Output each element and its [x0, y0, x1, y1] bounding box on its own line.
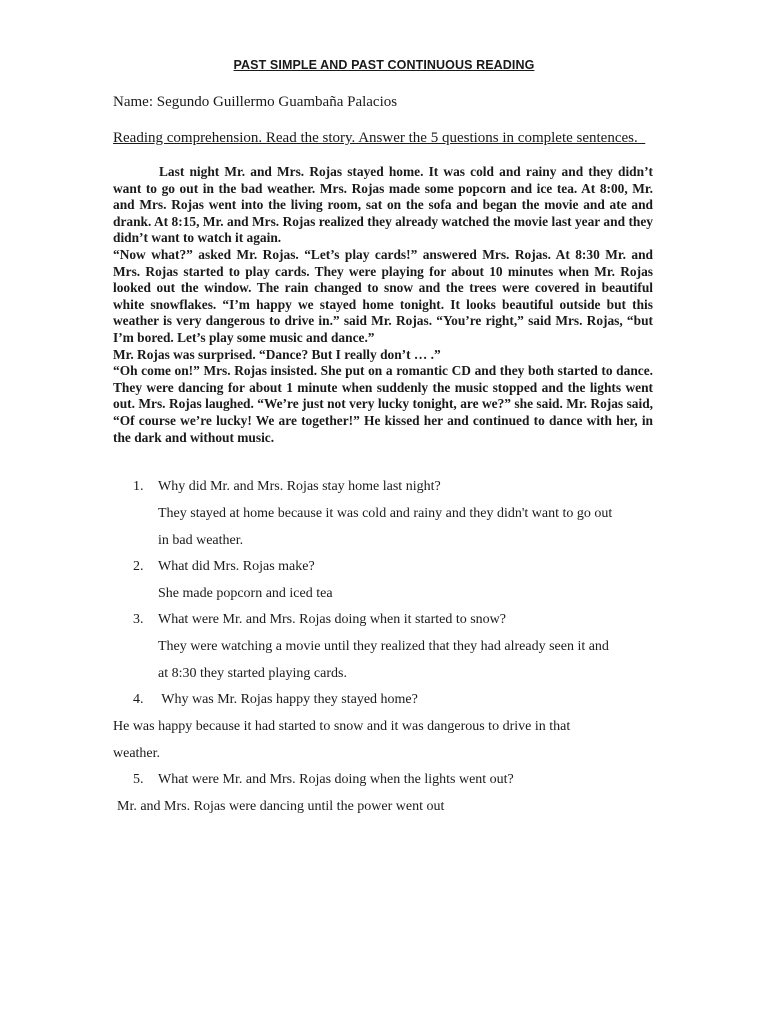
question-2	[113, 554, 673, 580]
answer-3-line-2: at 8:30 they started playing cards.	[158, 666, 347, 681]
instructions: Reading comprehension. Read the story. Answer the 5 questions in complete sentences.	[113, 130, 646, 146]
question-3	[113, 607, 673, 633]
student-name: Name: Segundo Guillermo Guambaña Palacios	[113, 94, 398, 110]
document-title: PAST SIMPLE AND PAST CONTINUOUS READING	[233, 58, 535, 72]
question-text: What were Mr. and Mrs. Rojas doing when the lights went out?	[158, 772, 514, 787]
story-paragraph: “Now what?” asked Mr. Rojas. “Let’s play cards!” answered Mrs. Rojas. At 8:30 Mr. and Mrs. Rojas started to play cards. They were playing for about 10 minutes when Mr. Rojas looked out the window. The rain changed to snow and the trees were covered in beautiful white snowflakes. “I’m happy we stayed home tonight. It looks beautiful outside but this weather is very dangerous to drive in.” said Mr. Rojas. “You’re right,” said Mrs. Rojas, “but I’m bored. Let’s play some music and dance.”	[113, 246, 653, 345]
answer-4-line-2: weather.	[113, 746, 161, 761]
question-1	[113, 474, 673, 500]
question-number: 3.	[133, 612, 144, 627]
answer-4-line-1: He was happy because it had started to snow and it was dangerous to drive in that	[113, 719, 571, 734]
question-number: 2.	[133, 559, 144, 574]
story-paragraph: Mr. Rojas was surprised. “Dance? But I really don’t … .”	[113, 346, 441, 362]
story-paragraph: Last night Mr. and Mrs. Rojas stayed home. It was cold and rainy and they didn’t want to go out in the bad weather. Mrs. Rojas made some popcorn and ice tea. At 8:00, Mr. and Mrs. Rojas went into the living room, sat on the sofa and began the movie and ate and drank. At 8:15, Mr. and Mrs. Rojas realized they already watched the movie last year and they didn’t want to watch it again.	[113, 164, 653, 246]
answer-1-line-2: in bad weather.	[158, 533, 244, 548]
answer-3-line-1: They were watching a movie until they realized that they had already seen it and	[158, 639, 609, 654]
question-number: 5.	[133, 772, 144, 787]
answer-5-line-1: Mr. and Mrs. Rojas were dancing until the power went out	[117, 799, 445, 814]
question-5	[113, 767, 673, 793]
story-text	[113, 164, 653, 446]
questions-list	[113, 474, 673, 820]
question-4	[113, 687, 673, 713]
question-text: Why did Mr. and Mrs. Rojas stay home last night?	[158, 479, 441, 494]
question-text: Why was Mr. Rojas happy they stayed home?	[158, 692, 418, 707]
answer-1-line-1: They stayed at home because it was cold and rainy and they didn't want to go out	[158, 506, 613, 521]
story-paragraph: “Oh come on!” Mrs. Rojas insisted. She put on a romantic CD and they both started to dance. They were dancing for about 1 minute when suddenly the music stopped and the lights went out. Mrs. Rojas laughed. “We’re just not very lucky tonight, are we?” she said. Mr. Rojas said, “Of course we’re lucky! We are together!” He kissed her and continued to dance with her, in the dark and without music.	[113, 363, 653, 445]
question-number: 4.	[133, 692, 144, 707]
answer-2-line-1: She made popcorn and iced tea	[158, 586, 333, 601]
question-text: What did Mrs. Rojas make?	[158, 559, 315, 574]
question-number: 1.	[133, 479, 144, 494]
question-text: What were Mr. and Mrs. Rojas doing when it started to snow?	[158, 612, 506, 627]
